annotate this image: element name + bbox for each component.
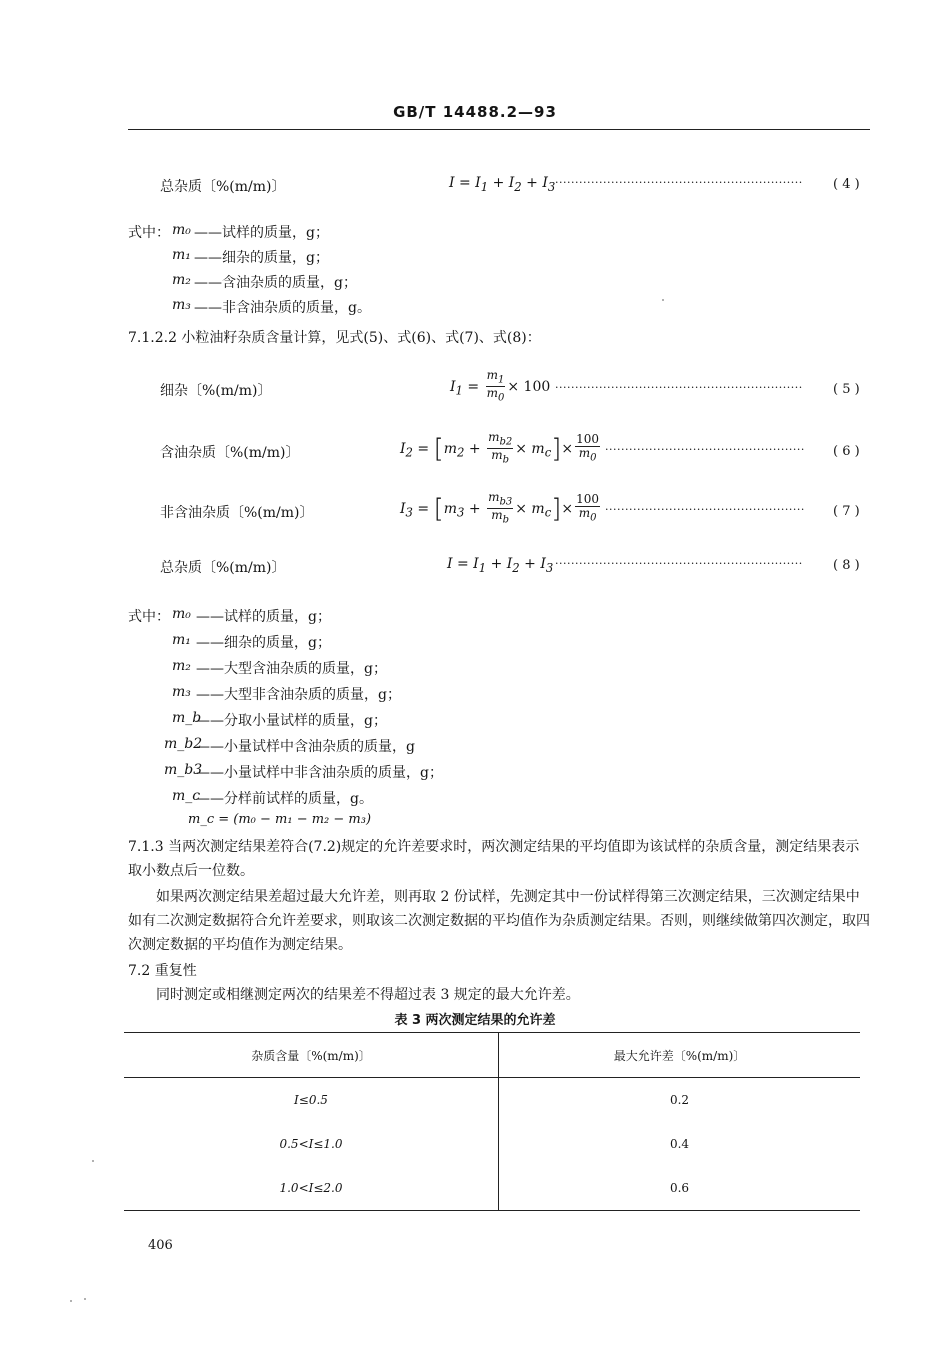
where1-desc-1: ——细杂的质量，g； xyxy=(194,250,329,266)
eq4-number: ( 4 ) xyxy=(833,177,860,192)
where2-desc-5: ——小量试样中含油杂质的质量，g xyxy=(196,739,415,755)
where1-desc-0: ——试样的质量，g； xyxy=(194,225,329,241)
table-row xyxy=(124,1122,860,1166)
where2-sym-6: m_b3 xyxy=(164,762,203,778)
where2-desc-2: ——大型含油杂质的质量，g； xyxy=(196,661,387,677)
where2-sym-3: m₃ xyxy=(172,684,191,700)
eq8-formula: $I = I_1 + I_2 + I_3$ xyxy=(447,556,554,575)
scan-speck xyxy=(70,1300,72,1302)
where2-intro: 式中： xyxy=(128,609,170,625)
eq8-label: 总杂质〔%(m/m)〕 xyxy=(160,560,286,576)
eq7-leader: ·················································· xyxy=(605,503,805,516)
table-cell: 0.6 xyxy=(499,1166,861,1211)
where2-desc-0: ——试样的质量，g； xyxy=(196,609,331,625)
page-number: 406 xyxy=(148,1238,173,1253)
where1-sym-2: m₂ xyxy=(172,272,191,288)
where2-sym-2: m₂ xyxy=(172,658,191,674)
scan-speck xyxy=(662,299,664,301)
table-cell: 0.2 xyxy=(669,1093,690,1107)
where1-intro: 式中： xyxy=(128,225,170,241)
table-row xyxy=(124,1078,860,1123)
table-cell: I≤0.5 xyxy=(124,1078,499,1123)
document-header: GB/T 14488.2—93 xyxy=(393,103,557,121)
eq8-number: ( 8 ) xyxy=(833,558,860,573)
where2-sym-0: m₀ xyxy=(172,606,191,622)
eq7-formula: $I_3 = [m_3$ + $\frac{m_{b3}}{m_b}$ × $m_c]\times$ $\frac{100}{m_0}$ xyxy=(400,490,600,526)
eq4-formula: $I = I_1 + I_2 + I_3$ xyxy=(449,175,556,194)
table3 xyxy=(124,1032,860,1211)
eq6-formula: $I_2 = [m_2$ + $\frac{m_{b2}}{m_b}$ × $m_c]\times$ $\frac{100}{m_0}$ xyxy=(400,430,600,466)
where2-desc-3: ——大型非含油杂质的质量，g； xyxy=(196,687,401,703)
eq5-number: ( 5 ) xyxy=(833,382,860,397)
table-header-row xyxy=(124,1033,860,1078)
where2-sym-1: m₁ xyxy=(172,632,191,648)
where2-desc-7: ——分样前试样的质量，g。 xyxy=(196,791,373,807)
table3-caption: 表 3 两次测定结果的允许差 xyxy=(394,1013,556,1028)
eq5-leader: ······························································ xyxy=(555,381,803,394)
where2-desc-1: ——细杂的质量，g； xyxy=(196,635,331,651)
header-rule xyxy=(128,129,870,130)
eq7-label: 非含油杂质〔%(m/m)〕 xyxy=(160,505,314,521)
where1-sym-1: m₁ xyxy=(172,247,191,263)
eq4-label: 总杂质〔%(m/m)〕 xyxy=(160,179,286,195)
table-header-cell: 杂质含量〔%(m/m)〕 xyxy=(124,1033,499,1078)
section-7-1-2-2: 7.1.2.2 小粒油籽杂质含量计算，见式(5)、式(6)、式(7)、式(8)： xyxy=(128,330,541,346)
where2-desc-6: ——小量试样中非含油杂质的质量，g； xyxy=(196,765,443,781)
table-cell: 0.4 xyxy=(669,1137,690,1151)
para-7-2: 同时测定或相继测定两次的结果差不得超过表 3 规定的最大允许差。 xyxy=(156,987,580,1003)
where1-sym-0: m₀ xyxy=(172,222,191,238)
eq8-leader: ······························································ xyxy=(555,557,803,570)
scan-speck xyxy=(92,1160,94,1162)
eq6-leader: ·················································· xyxy=(605,443,805,456)
mc-formula: m_c = (m₀ − m₁ − m₂ − m₃) xyxy=(188,812,372,827)
body-paragraphs xyxy=(128,835,870,1007)
scan-speck xyxy=(84,1298,86,1300)
table-header-cell: 最大允许差〔%(m/m)〕 xyxy=(499,1033,861,1078)
where1-desc-3: ——非含油杂质的质量，g。 xyxy=(194,300,371,316)
table-row xyxy=(124,1166,860,1211)
where1-sym-3: m₃ xyxy=(172,297,191,313)
eq4-leader: ······························································ xyxy=(555,176,803,189)
heading-7-2: 7.2 重复性 xyxy=(128,963,197,979)
para-7-1-3-retest: 如果两次测定结果差超过最大允许差，则再取 2 份试样，先测定其中一份试样得第三次测定结果，三次测定结果中如有二次测定数据符合允许差要求，则取该二次测定数据的平均值作为杂质测定结果。否则，则继续做第四次测定，取四次测定数据的平均值作为测定结果。 xyxy=(128,889,870,953)
where2-desc-4: ——分取小量试样的质量，g； xyxy=(196,713,387,729)
eq5-label: 细杂〔%(m/m)〕 xyxy=(160,383,272,399)
table-cell: 0.5<I≤1.0 xyxy=(124,1122,499,1166)
where2-sym-5: m_b2 xyxy=(164,736,203,752)
eq6-number: ( 6 ) xyxy=(833,444,860,459)
table-cell: 1.0<I≤2.0 xyxy=(124,1166,499,1211)
where2-sym-7: m_c xyxy=(172,788,201,804)
where2-sym-4: m_b xyxy=(172,710,202,726)
para-7-1-3: 7.1.3 当两次测定结果差符合(7.2)规定的允许差要求时，两次测定结果的平均值即为该试样的杂质含量，测定结果表示取小数点后一位数。 xyxy=(128,839,860,879)
eq5-formula: $I_1$ = $\frac{m_1}{m_0}$ × 100 xyxy=(450,368,551,404)
eq7-number: ( 7 ) xyxy=(833,504,860,519)
eq6-label: 含油杂质〔%(m/m)〕 xyxy=(160,445,300,461)
where1-desc-2: ——含油杂质的质量，g； xyxy=(194,275,357,291)
